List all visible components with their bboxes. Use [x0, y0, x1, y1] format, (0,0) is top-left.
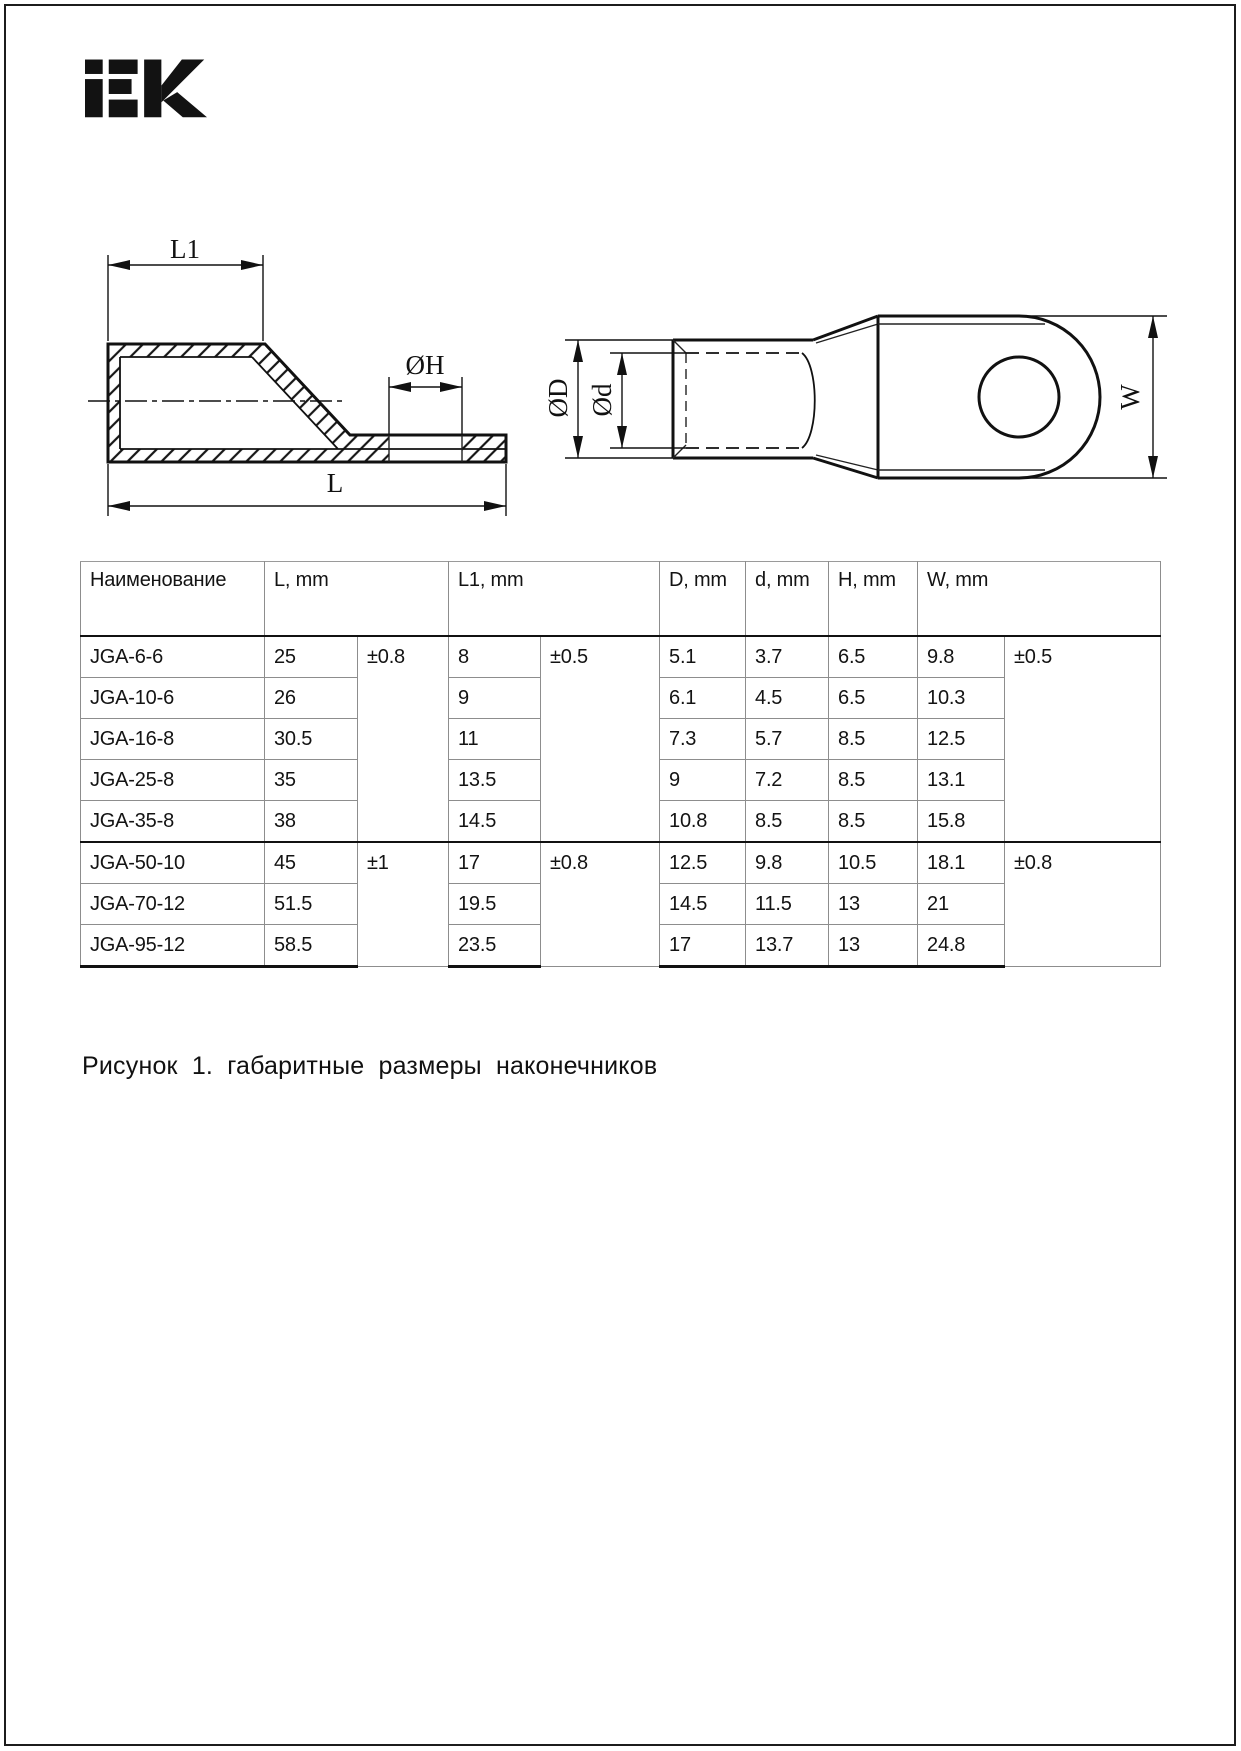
cell-name: JGA-16-8 [81, 719, 265, 760]
cell-l: 38 [265, 801, 358, 843]
cell-l: 30.5 [265, 719, 358, 760]
cell-d: 7.3 [660, 719, 746, 760]
header-w: W, mm [918, 562, 1161, 637]
cell-name: JGA-25-8 [81, 760, 265, 801]
cell-w: 12.5 [918, 719, 1005, 760]
bolt-hole [979, 357, 1059, 437]
dimensions-table [80, 561, 1161, 968]
cell-d-small: 5.7 [746, 719, 829, 760]
cell-h: 13 [829, 925, 918, 967]
cell-h: 8.5 [829, 719, 918, 760]
cell-d: 5.1 [660, 636, 746, 678]
cell-d-small: 3.7 [746, 636, 829, 678]
cell-w-tolerance: ±0.5 [1005, 636, 1161, 842]
dim-label-w: W [1115, 384, 1145, 410]
cell-l1: 13.5 [449, 760, 541, 801]
table-row [81, 842, 1161, 884]
header-h: H, mm [829, 562, 918, 637]
cell-d-small: 11.5 [746, 884, 829, 925]
cell-l: 35 [265, 760, 358, 801]
cell-l: 26 [265, 678, 358, 719]
cell-h: 6.5 [829, 636, 918, 678]
table-row [81, 636, 1161, 678]
cell-d: 6.1 [660, 678, 746, 719]
cell-name: JGA-6-6 [81, 636, 265, 678]
cell-d: 10.8 [660, 801, 746, 843]
cell-l1: 19.5 [449, 884, 541, 925]
cell-l1-tolerance: ±0.5 [541, 636, 660, 842]
table-header-row [81, 562, 1161, 637]
dim-label-oh: ØH [405, 350, 445, 380]
cell-d-small: 13.7 [746, 925, 829, 967]
figure-caption: Рисунок 1. габаритные размеры наконечников [82, 1052, 658, 1080]
cell-l: 25 [265, 636, 358, 678]
cell-name: JGA-50-10 [81, 842, 265, 884]
dim-label-l1: L1 [170, 238, 200, 264]
header-d: D, mm [660, 562, 746, 637]
iek-logo-icon [85, 56, 207, 118]
cell-w: 24.8 [918, 925, 1005, 967]
cell-h: 10.5 [829, 842, 918, 884]
cell-name: JGA-70-12 [81, 884, 265, 925]
cell-l1: 11 [449, 719, 541, 760]
header-l1: L1, mm [449, 562, 660, 637]
cell-d: 17 [660, 925, 746, 967]
cell-w: 15.8 [918, 801, 1005, 843]
cell-d: 14.5 [660, 884, 746, 925]
cell-l-tolerance: ±0.8 [358, 636, 449, 842]
cell-d: 12.5 [660, 842, 746, 884]
dim-label-l: L [326, 468, 344, 498]
cell-d-small: 7.2 [746, 760, 829, 801]
cell-w: 13.1 [918, 760, 1005, 801]
cell-d: 9 [660, 760, 746, 801]
cell-name: JGA-35-8 [81, 801, 265, 843]
cell-h: 13 [829, 884, 918, 925]
cell-l1: 17 [449, 842, 541, 884]
cell-l: 51.5 [265, 884, 358, 925]
cell-l1: 9 [449, 678, 541, 719]
cell-l: 58.5 [265, 925, 358, 967]
bore-dashed-lines [686, 353, 802, 448]
cell-l1: 8 [449, 636, 541, 678]
header-l: L, mm [265, 562, 449, 637]
dim-label-od: ØD [543, 378, 573, 418]
cell-w: 18.1 [918, 842, 1005, 884]
cell-name: JGA-95-12 [81, 925, 265, 967]
cell-name: JGA-10-6 [81, 678, 265, 719]
cell-d-small: 8.5 [746, 801, 829, 843]
cell-w: 10.3 [918, 678, 1005, 719]
cell-d-small: 4.5 [746, 678, 829, 719]
cell-h: 8.5 [829, 801, 918, 843]
dim-label-od-small: Ød [587, 383, 617, 417]
header-d-small: d, mm [746, 562, 829, 637]
cell-h: 8.5 [829, 760, 918, 801]
cell-l1: 14.5 [449, 801, 541, 843]
cell-l1-tolerance: ±0.8 [541, 842, 660, 967]
cell-w: 21 [918, 884, 1005, 925]
side-view-drawing [88, 238, 520, 530]
lug-section-hatch [108, 344, 506, 462]
cell-w-tolerance: ±0.8 [1005, 842, 1161, 967]
cell-l1: 23.5 [449, 925, 541, 967]
cell-w: 9.8 [918, 636, 1005, 678]
cell-d-small: 9.8 [746, 842, 829, 884]
cell-l: 45 [265, 842, 358, 884]
cell-h: 6.5 [829, 678, 918, 719]
cell-l-tolerance: ±1 [358, 842, 449, 967]
top-view-drawing [505, 263, 1185, 495]
header-name: Наименование [81, 562, 265, 637]
